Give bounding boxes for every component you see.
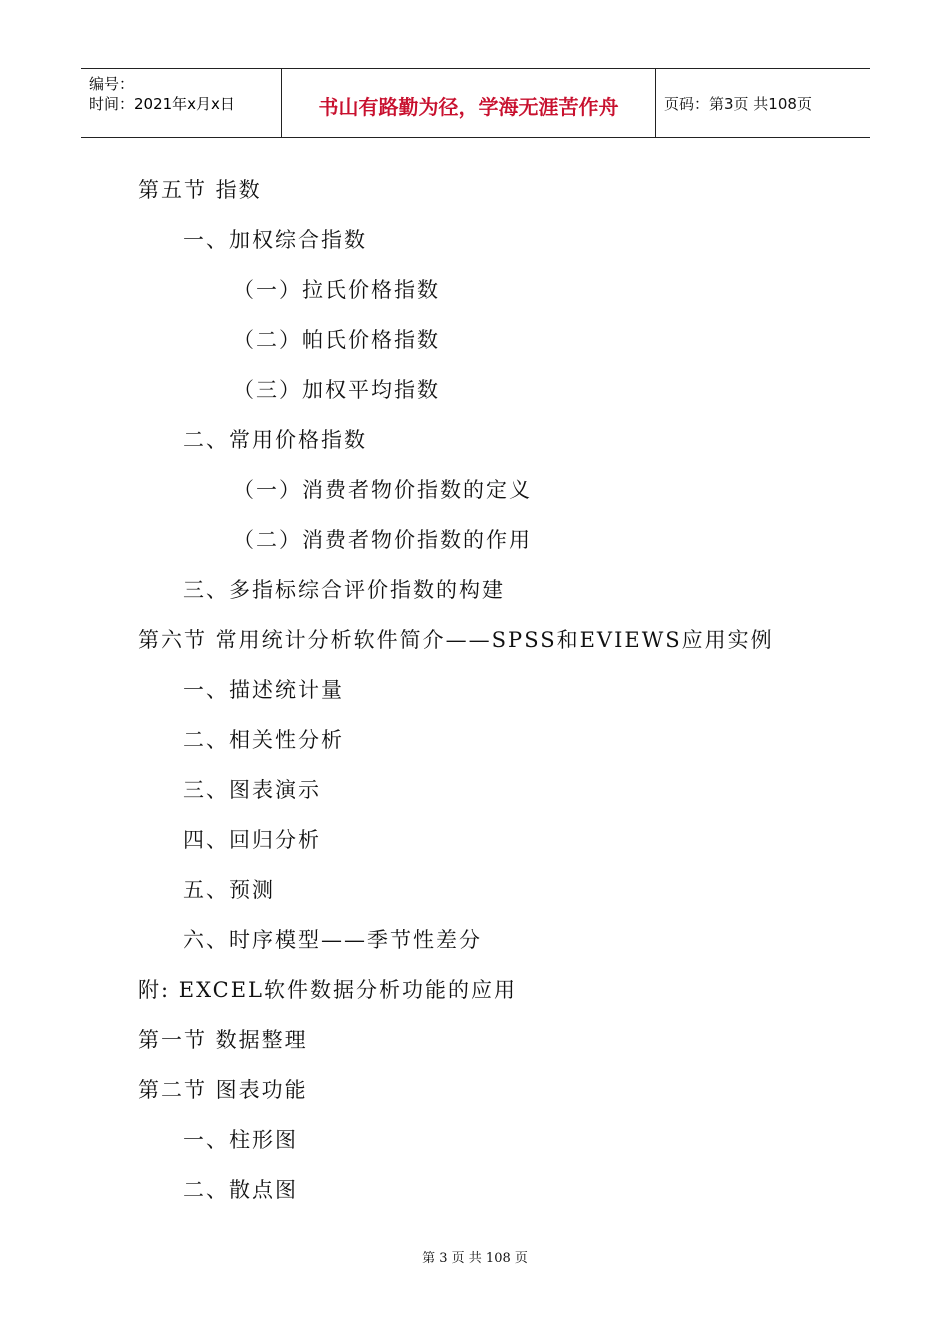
header-page-cell [656,69,870,137]
outline-subitem: （一）拉氏价格指数 [233,278,440,302]
header-motto-cell [282,69,656,137]
section-heading: 第五节 指数 [138,178,262,202]
outline-subitem: （一）消费者物价指数的定义 [233,478,532,502]
outline-subitem: （二）消费者物价指数的作用 [233,528,532,552]
outline-item: 四、回归分析 [183,828,321,852]
outline-item: 二、相关性分析 [183,728,344,752]
outline-item: 一、加权综合指数 [183,228,367,252]
outline-subitem: （二）帕氏价格指数 [233,328,440,352]
outline-item: 六、时序模型——季节性差分 [183,928,482,952]
appendix-heading: 附: EXCEL软件数据分析功能的应用 [138,978,518,1002]
outline-item: 三、多指标综合评价指数的构建 [183,578,505,602]
number-label: 编号： [89,75,135,93]
outline-item: 二、散点图 [183,1178,298,1202]
outline-subitem: （三）加权平均指数 [233,378,440,402]
page-code: 页码：第3页 共108页 [664,95,812,113]
outline-item: 五、预测 [183,878,275,902]
motto-text: 书山有路勤为径，学海无涯苦作舟 [318,95,619,119]
outline-item: 三、图表演示 [183,778,321,802]
header-info-cell [81,69,282,137]
outline-item: 一、描述统计量 [183,678,344,702]
section-heading: 第二节 图表功能 [138,1078,308,1102]
time-label: 时间：2021年x月x日 [89,95,235,113]
section-heading: 第六节 常用统计分析软件简介——SPSS和EVIEWS应用实例 [138,628,774,652]
outline-item: 一、柱形图 [183,1128,298,1152]
document-header [81,68,870,138]
outline-item: 二、常用价格指数 [183,428,367,452]
page-footer: 第 3 页 共 108 页 [422,1251,528,1266]
section-heading: 第一节 数据整理 [138,1028,308,1052]
